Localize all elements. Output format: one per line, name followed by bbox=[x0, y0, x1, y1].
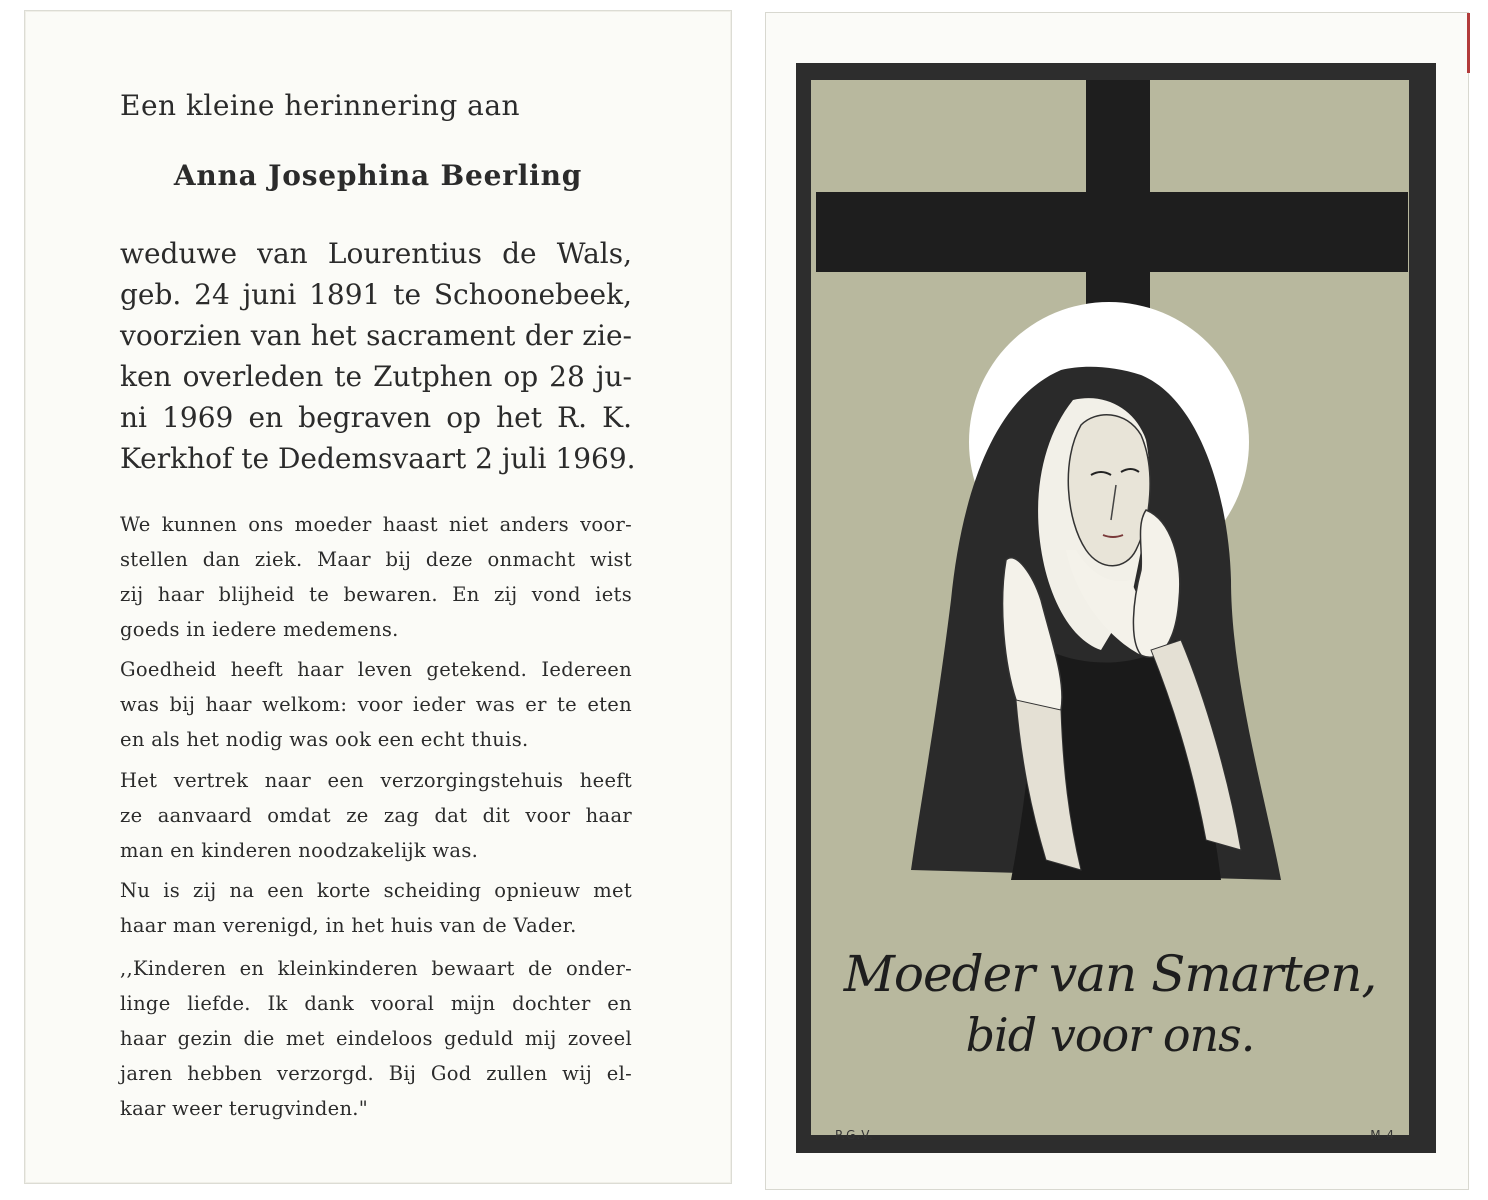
paragraph-line: Nu is zij na een korte scheiding opnieuw met bbox=[120, 879, 632, 902]
paragraph-line: man en kinderen noodzakelijk was. bbox=[120, 839, 479, 862]
paragraph-line: Het vertrek naar een verzorgingstehuis heeft bbox=[120, 769, 632, 792]
paragraph-line: ,,Kinderen en kleinkinderen bewaart de onder- bbox=[120, 957, 632, 980]
intro-line: Een kleine herinnering aan bbox=[120, 89, 521, 122]
bio-line: voorzien van het sacrament der zie- bbox=[120, 319, 632, 352]
cross-horizontal-beam bbox=[816, 192, 1408, 272]
memorial-card-text-side bbox=[24, 10, 732, 1184]
paragraph-3 bbox=[120, 763, 632, 868]
paragraph-line: ze aanvaard omdat ze zag dat dit voor haar bbox=[120, 804, 632, 827]
publisher-mark: P.G.V. bbox=[835, 1128, 874, 1142]
biography-block bbox=[120, 233, 636, 479]
paragraph-line: en als het nodig was ook een echt thuis. bbox=[120, 728, 529, 751]
paragraph-line: zij haar blijheid te bewaren. En zij vond iets bbox=[120, 583, 632, 606]
paragraph-4 bbox=[120, 873, 632, 943]
bio-line: weduwe van Lourentius de Wals, bbox=[120, 237, 632, 270]
paragraph-line: We kunnen ons moeder haast niet anders voor- bbox=[120, 513, 632, 536]
paragraph-line: was bij haar welkom: voor ieder was er te eten bbox=[120, 693, 632, 716]
deceased-name: Anna Josephina Beerling bbox=[173, 159, 583, 192]
paragraph-line: haar man verenigd, in het huis van de Vader. bbox=[120, 914, 577, 937]
mater-dolorosa-illustration bbox=[811, 80, 1409, 1142]
bio-line: Kerkhof te Dedemsvaart 2 juli 1969. bbox=[120, 442, 636, 475]
series-mark: M 4 bbox=[1370, 1128, 1395, 1142]
paragraph-line: linge liefde. Ik dank vooral mijn dochter en bbox=[120, 992, 632, 1015]
paragraph-5 bbox=[120, 951, 632, 1126]
memorial-card-image-side bbox=[765, 12, 1469, 1190]
motto-line-2: bid voor ons. bbox=[965, 1008, 1255, 1062]
paragraph-line: Goedheid heeft haar leven getekend. Iedereen bbox=[120, 658, 632, 681]
paragraph-1 bbox=[120, 507, 632, 647]
bio-line: ken overleden te Zutphen op 28 ju- bbox=[120, 360, 632, 393]
paragraph-2 bbox=[120, 652, 632, 757]
bio-line: geb. 24 juni 1891 te Schoonebeek, bbox=[120, 278, 632, 311]
paragraph-line: stellen dan ziek. Maar bij deze onmacht wist bbox=[120, 548, 632, 571]
paragraph-line: haar gezin die met eindeloos geduld mij zoveel bbox=[120, 1027, 632, 1050]
paragraph-line: goeds in iedere medemens. bbox=[120, 618, 399, 641]
bio-line: ni 1969 en begraven op het R. K. bbox=[120, 401, 632, 434]
motto-line-1: Moeder van Smarten, bbox=[843, 945, 1377, 1003]
paragraph-line: kaar weer terugvinden." bbox=[120, 1097, 369, 1120]
paragraph-line: jaren hebben verzorgd. Bij God zullen wij el- bbox=[120, 1062, 632, 1085]
